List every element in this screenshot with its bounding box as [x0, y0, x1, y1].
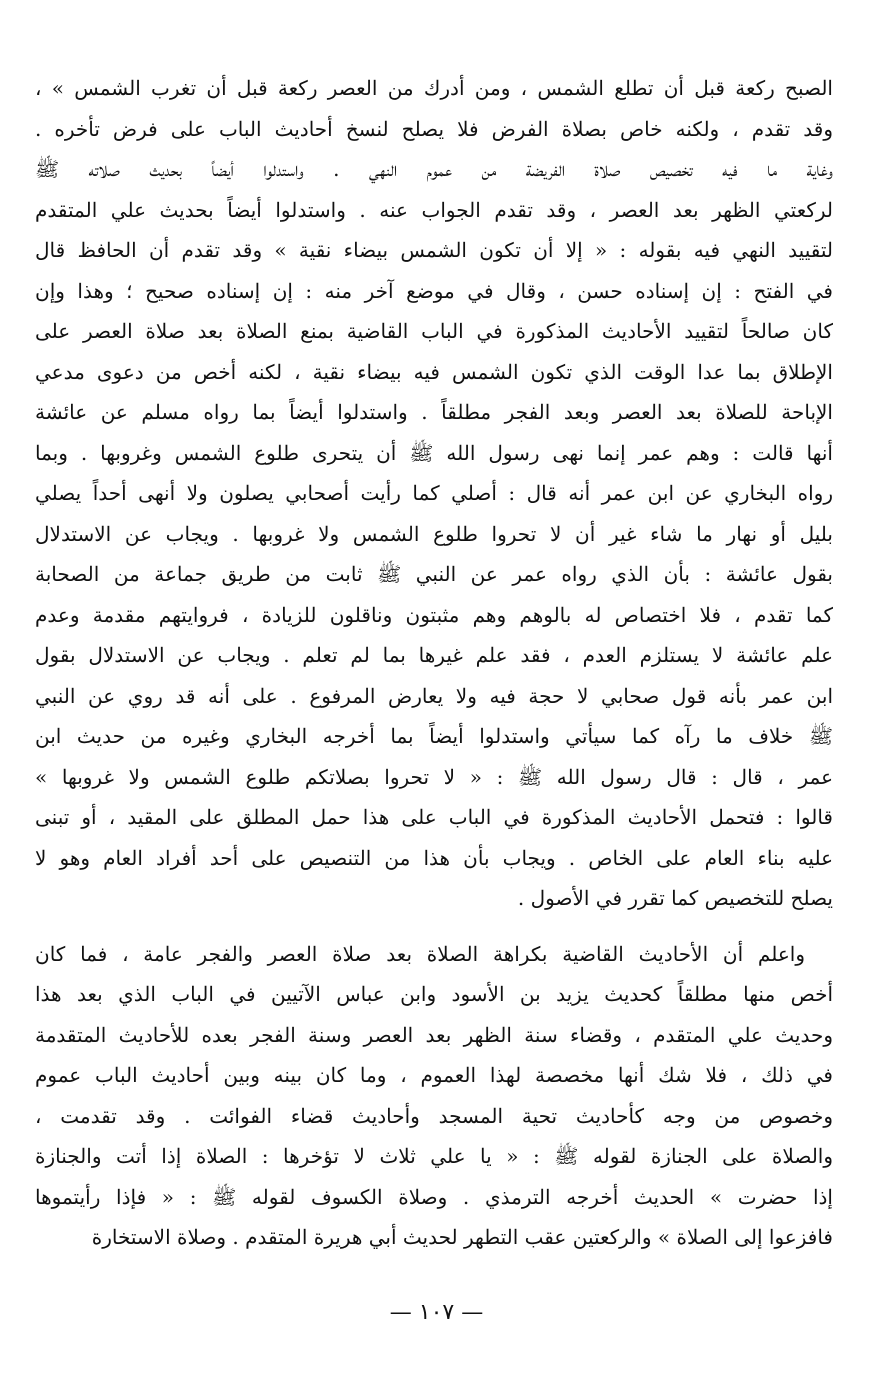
text-line: كما تقدم ، فلا اختصاص له بالوهم وهم مثبتون وناقلون للزيادة ، فروايتهم مقدمة وعدم: [35, 602, 833, 627]
text-line: في ذلك ، فلا شك أنها مخصصة لهذا العموم ، وما كان بينه وبين أحاديث الباب عموم: [35, 1063, 833, 1087]
text-line: وقد تقدم ، ولكنه خاص بصلاة الفرض فلا يصلح لنسخ أحاديث الباب على فرض تأخره .: [35, 116, 833, 141]
text-line: فافزعوا إلى الصلاة » والركعتين عقب التطهر لحديث أبي هريرة المتقدم . وصلاة الاستخارة: [91, 1225, 833, 1249]
text-line: الإباحة للصلاة بعد العصر وبعد الفجر مطلقاً . واستدلوا أيضاً بما رواه مسلم عن عائشة: [35, 400, 833, 424]
text-line: قالوا : فتحمل الأحاديث المذكورة في الباب على هذا حمل المطلق على المقيد ، أو تبنى: [35, 805, 833, 829]
text-line: وغاية ما فيه تخصيص صلاة الفريضة من عموم النهي . واستدلوا أيضاً بحديث صلاته ﷺ: [35, 157, 833, 181]
text-line: أنها قالت : وهم عمر إنما نهى رسول الله ﷺ أن يتحرى طلوع الشمس وغروبها . وبما: [35, 440, 833, 465]
text-line: أخص منها مطلقاً كحديث يزيد بن الأسود وابن عباس الآتيين في الباب الذي بعد هذا: [35, 982, 833, 1006]
page-number: — ١٠٧ —: [389, 1300, 484, 1325]
text-line: لتقييد النهي فيه بقوله : « إلا أن تكون الشمس بيضاء نقية » وقد تقدم أن الحافظ قال: [35, 238, 833, 262]
document-page: [35, 68, 833, 1258]
text-line: الصبح ركعة قبل أن تطلع الشمس ، ومن أدرك من العصر ركعة قبل أن تغرب الشمس » ،: [35, 76, 833, 100]
text-line: وحديث علي المتقدم ، وقضاء سنة الظهر بعد العصر وسنة الفجر بعده للأحاديث المتقدمة: [35, 1022, 833, 1047]
text-line: يصلح للتخصيص كما تقرر في الأصول .: [517, 886, 833, 910]
text-line: بقول عائشة : بأن الذي رواه عمر عن النبي ﷺ ثابت من طريق جماعة من الصحابة: [35, 562, 833, 586]
text-line: إذا حضرت » الحديث أخرجه الترمذي . وصلاة الكسوف لقوله ﷺ : « فإذا رأيتموها: [35, 1184, 833, 1209]
text-line: كان صالحاً لتقييد الأحاديث المذكورة في الباب القاضية بمنع الصلاة بعد صلاة العصر على: [35, 319, 833, 343]
text-line: والصلاة على الجنازة لقوله ﷺ : « يا علي ثلاث لا تؤخرها : الصلاة إذا أتت والجنازة: [35, 1144, 833, 1168]
text-line: وخصوص من وجه كأحاديث تحية المسجد وأحاديث قضاء الفوائت . وقد تقدمت ،: [35, 1103, 833, 1128]
text-line: رواه البخاري عن ابن عمر أنه قال : أصلي كما رأيت أصحابي يصلون ولا أنهى أحداً يصلي: [35, 481, 833, 505]
text-line: الإطلاق بما عدا الوقت الذي تكون الشمس فيه بيضاء نقية ، لكنه أخص من دعوى مدعي: [35, 359, 833, 384]
text-line: واعلم أن الأحاديث القاضية بكراهة الصلاة بعد صلاة العصر والفجر عامة ، فما كان: [35, 941, 805, 966]
text-line: في الفتح : إن إسناده حسن ، وقال في موضع آخر منه : إن إسناده صحيح ؛ وهذا وإن: [35, 278, 833, 303]
text-line: لركعتي الظهر بعد العصر ، وقد تقدم الجواب عنه . واستدلوا أيضاً بحديث علي المتقدم: [35, 197, 833, 222]
paragraph-2: [35, 934, 833, 1258]
paragraph-1: [35, 68, 833, 919]
text-line: عمر ، قال : قال رسول الله ﷺ : « لا تحروا بصلاتكم طلوع الشمس ولا غروبها »: [35, 764, 833, 789]
text-line: علم عائشة لا يستلزم العدم ، فقد علم غيرها بما لم تعلم . ويجاب عن الاستدلال بقول: [35, 643, 833, 667]
text-line: ﷺ خلاف ما رآه كما سيأتي واستدلوا أيضاً بما أخرجه البخاري وغيره من حديث ابن: [35, 724, 833, 748]
text-line: عليه بناء العام على الخاص . ويجاب بأن هذا من التنصيص على أحد أفراد العام وهو لا: [35, 845, 833, 870]
text-line: ابن عمر بأنه قول صحابي لا حجة فيه ولا يعارض المرفوع . على أنه قد روي عن النبي: [35, 683, 833, 708]
text-line: بليل أو نهار ما شاء غير أن لا تحروا طلوع الشمس ولا غروبها . ويجاب عن الاستدلال: [35, 521, 833, 546]
